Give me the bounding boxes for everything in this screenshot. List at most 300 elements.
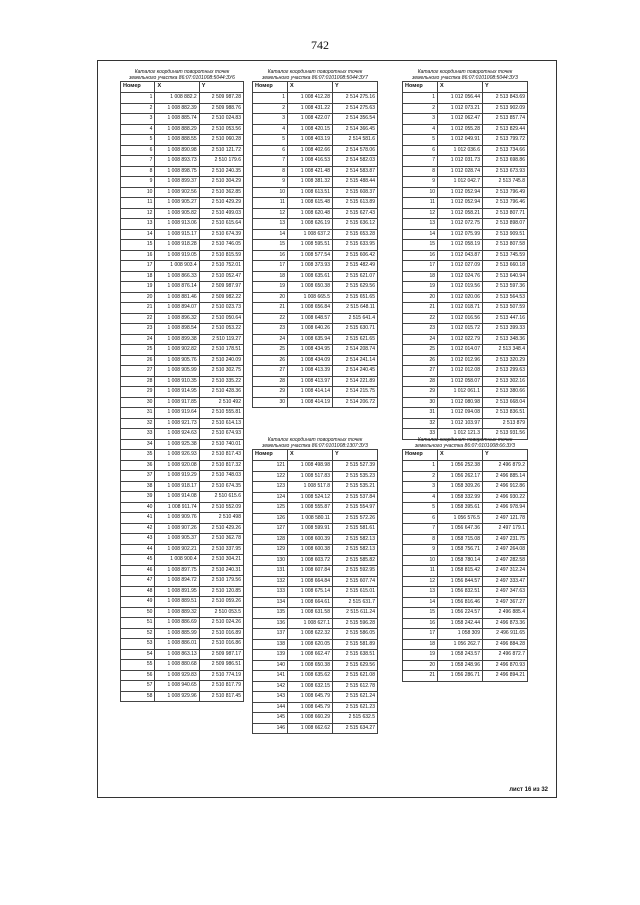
- point-number: 121: [253, 461, 288, 472]
- y-coordinate: 2 515 627.43: [333, 208, 378, 219]
- catalog-table-4: [252, 437, 378, 734]
- y-coordinate: 2 510 024.83: [199, 114, 243, 125]
- table-row: [253, 545, 378, 556]
- y-coordinate: 2 514 582.03: [333, 156, 378, 167]
- x-coordinate: 1 012 052.94: [438, 198, 483, 209]
- x-coordinate: 1 008 498.98: [288, 461, 333, 472]
- header-x: X: [438, 450, 483, 461]
- caption-line-1: Каталог координат поворотных точек: [267, 437, 363, 443]
- x-coordinate: 1 008 635.62: [288, 671, 333, 682]
- y-coordinate: 2 515 630.71: [333, 324, 378, 335]
- table-row: [253, 461, 378, 472]
- table-row: [121, 282, 244, 293]
- y-coordinate: 2 513 734.66: [483, 145, 528, 156]
- table-row: [121, 565, 244, 576]
- y-coordinate: 2 496 870.93: [483, 660, 528, 671]
- table-row: [121, 114, 244, 125]
- table-row: [403, 387, 528, 398]
- x-coordinate: 1 008 919.05: [155, 250, 199, 261]
- y-coordinate: 2 496 911.65: [483, 629, 528, 640]
- y-coordinate: 2 515 621.23: [333, 702, 378, 713]
- point-number: 18: [403, 639, 438, 650]
- x-coordinate: 1 008 635.61: [288, 271, 333, 282]
- y-coordinate: 2 515 632.5: [333, 713, 378, 724]
- y-coordinate: 2 513 640.94: [483, 271, 528, 282]
- x-coordinate: 1 008 881.46: [155, 292, 199, 303]
- y-coordinate: 2 514 241.14: [333, 355, 378, 366]
- table-row: [403, 261, 528, 272]
- x-coordinate: 1 012 027.09: [438, 261, 483, 272]
- table-row: [121, 208, 244, 219]
- point-number: 4: [403, 124, 438, 135]
- point-number: 12: [253, 208, 288, 219]
- y-coordinate: 2 510 060.28: [199, 135, 243, 146]
- table-row: [403, 282, 528, 293]
- x-coordinate: 1 008 913.06: [155, 219, 199, 230]
- table-row: [121, 471, 244, 482]
- x-coordinate: 1 008 607.84: [288, 566, 333, 577]
- x-coordinate: 1 008 645.79: [288, 692, 333, 703]
- y-coordinate: 2 497 333.47: [483, 576, 528, 587]
- point-number: 27: [403, 366, 438, 377]
- table-row: [121, 628, 244, 639]
- table-row: [121, 198, 244, 209]
- table-row: [253, 219, 378, 230]
- point-number: 29: [121, 387, 155, 398]
- x-coordinate: 1 056 816.46: [438, 597, 483, 608]
- y-coordinate: 2 496 885.4: [483, 608, 528, 619]
- y-coordinate: 2 515 621.08: [333, 671, 378, 682]
- y-coordinate: 2 514 275.63: [333, 103, 378, 114]
- table-row: [253, 145, 378, 156]
- x-coordinate: 1 008 902.21: [155, 544, 199, 555]
- x-coordinate: 1 008 898.54: [155, 324, 199, 335]
- x-coordinate: 1 012 028.74: [438, 166, 483, 177]
- y-coordinate: 2 513 799.72: [483, 135, 528, 146]
- table-row: [121, 156, 244, 167]
- x-coordinate: 1 008 902.82: [155, 345, 199, 356]
- x-coordinate: 1 008 909.76: [155, 513, 199, 524]
- y-coordinate: 2 515 641.4: [333, 313, 378, 324]
- table-row: [121, 639, 244, 650]
- point-number: 14: [403, 229, 438, 240]
- x-coordinate: 1 008 603.72: [288, 555, 333, 566]
- y-coordinate: 2 515 535.21: [333, 482, 378, 493]
- point-number: 123: [253, 482, 288, 493]
- table-row: [403, 135, 528, 146]
- x-coordinate: 1 012 073.21: [438, 103, 483, 114]
- point-number: 130: [253, 555, 288, 566]
- table-row: [121, 586, 244, 597]
- table-row: [253, 566, 378, 577]
- y-coordinate: 2 510 752.01: [199, 261, 243, 272]
- point-number: 58: [121, 691, 155, 702]
- y-coordinate: 2 515 582.13: [333, 545, 378, 556]
- x-coordinate: 1 008 416.53: [288, 156, 333, 167]
- point-number: 22: [403, 313, 438, 324]
- y-coordinate: 2 514 581.6: [333, 135, 378, 146]
- table-row: [403, 555, 528, 566]
- x-coordinate: 1 012 058.21: [438, 208, 483, 219]
- y-coordinate: 2 510 304.21: [199, 555, 243, 566]
- x-coordinate: 1 008 662.47: [288, 650, 333, 661]
- x-coordinate: 1 008 918.28: [155, 240, 199, 251]
- x-coordinate: 1 008 899.37: [155, 177, 199, 188]
- table-row: [121, 502, 244, 513]
- table-row: [253, 387, 378, 398]
- table-row: [121, 513, 244, 524]
- x-coordinate: 1 008 894.07: [155, 303, 199, 314]
- point-number: 129: [253, 545, 288, 556]
- y-coordinate: 2 515 482.49: [333, 261, 378, 272]
- x-coordinate: 1 008 880.68: [155, 660, 199, 671]
- point-number: 21: [121, 303, 155, 314]
- x-coordinate: 1 008 905.27: [155, 198, 199, 209]
- point-number: 16: [253, 250, 288, 261]
- point-number: 127: [253, 524, 288, 535]
- y-coordinate: 2 513 807.71: [483, 208, 528, 219]
- y-coordinate: 2 515 537.84: [333, 492, 378, 503]
- caption-line-2: земельного участка 86:07:0101008:5044:ЗУ6: [129, 75, 235, 81]
- y-coordinate: 2 497 367.27: [483, 597, 528, 608]
- point-number: 14: [121, 229, 155, 240]
- x-coordinate: 1 008 640.26: [288, 324, 333, 335]
- point-number: 56: [121, 670, 155, 681]
- coordinates-table: [402, 81, 528, 440]
- point-number: 26: [403, 355, 438, 366]
- point-number: 41: [121, 513, 155, 524]
- y-coordinate: 2 515 615.01: [333, 587, 378, 598]
- point-number: 137: [253, 629, 288, 640]
- point-number: 54: [121, 649, 155, 660]
- table-row: [403, 618, 528, 629]
- x-coordinate: 1 058 243.57: [438, 650, 483, 661]
- point-number: 24: [121, 334, 155, 345]
- point-number: 122: [253, 471, 288, 482]
- point-number: 45: [121, 555, 155, 566]
- table-row: [253, 282, 378, 293]
- point-number: 16: [403, 250, 438, 261]
- y-coordinate: 2 515 621.24: [333, 692, 378, 703]
- x-coordinate: 1 008 890.98: [155, 145, 199, 156]
- point-number: 15: [403, 608, 438, 619]
- y-coordinate: 2 510 053.56: [199, 124, 243, 135]
- table-row: [121, 303, 244, 314]
- point-number: 31: [403, 408, 438, 419]
- y-coordinate: 2 515 527.39: [333, 461, 378, 472]
- table-row: [253, 534, 378, 545]
- table-row: [253, 397, 378, 408]
- table-row: [121, 660, 244, 671]
- caption-line-2: земельного участка 86:07:0101008:1307:ЗУ3: [262, 443, 368, 449]
- point-number: 28: [403, 376, 438, 387]
- point-number: 51: [121, 618, 155, 629]
- table-row: [121, 649, 244, 660]
- x-coordinate: 1 008 863.13: [155, 649, 199, 660]
- table-row: [253, 177, 378, 188]
- point-number: 25: [403, 345, 438, 356]
- x-coordinate: 1 012 062.47: [438, 114, 483, 125]
- point-number: 6: [253, 145, 288, 156]
- table-row: [403, 534, 528, 545]
- table-row: [121, 292, 244, 303]
- point-number: 146: [253, 723, 288, 734]
- x-coordinate: 1 008 662.62: [288, 723, 333, 734]
- point-number: 43: [121, 534, 155, 545]
- point-number: 52: [121, 628, 155, 639]
- coordinates-table: [120, 81, 244, 702]
- x-coordinate: 1 008 907.26: [155, 523, 199, 534]
- y-coordinate: 2 496 884.28: [483, 639, 528, 650]
- table-row: [253, 208, 378, 219]
- table-row: [403, 376, 528, 387]
- table-row: [253, 513, 378, 524]
- table-row: [403, 187, 528, 198]
- y-coordinate: 2 513 829.44: [483, 124, 528, 135]
- table-row: [121, 376, 244, 387]
- x-coordinate: 1 008 929.83: [155, 670, 199, 681]
- x-coordinate: 1 056 844.57: [438, 576, 483, 587]
- table-row: [253, 103, 378, 114]
- point-number: 6: [403, 145, 438, 156]
- table-row: [403, 566, 528, 577]
- y-coordinate: 2 513 898.07: [483, 219, 528, 230]
- y-coordinate: 2 510 555.81: [199, 408, 243, 419]
- table-row: [403, 313, 528, 324]
- point-number: 9: [403, 545, 438, 556]
- point-number: 42: [121, 523, 155, 534]
- table-row: [121, 250, 244, 261]
- x-coordinate: 1 008 373.93: [288, 261, 333, 272]
- point-number: 7: [403, 524, 438, 535]
- header-row: [121, 82, 244, 93]
- x-coordinate: 1 008 898.75: [155, 166, 199, 177]
- y-coordinate: 2 513 673.93: [483, 166, 528, 177]
- x-coordinate: 1 008 665.5: [288, 292, 333, 303]
- x-coordinate: 1 008 915.17: [155, 229, 199, 240]
- point-number: 16: [403, 618, 438, 629]
- point-number: 28: [253, 376, 288, 387]
- catalog-table-2: [252, 69, 378, 408]
- table-row: [403, 461, 528, 472]
- x-coordinate: 1 008 889.32: [155, 607, 199, 618]
- y-coordinate: 2 497 282.58: [483, 555, 528, 566]
- table-row: [121, 544, 244, 555]
- table-row: [403, 597, 528, 608]
- header-y: Y: [483, 82, 528, 93]
- point-number: 37: [121, 471, 155, 482]
- point-number: 14: [253, 229, 288, 240]
- y-coordinate: 2 513 302.16: [483, 376, 528, 387]
- point-number: 2: [253, 103, 288, 114]
- y-coordinate: 2 515 581.61: [333, 524, 378, 535]
- table-row: [121, 429, 244, 440]
- point-number: 32: [121, 418, 155, 429]
- point-number: 18: [121, 271, 155, 282]
- y-coordinate: 2 509 987.97: [199, 282, 243, 293]
- x-coordinate: 1 008 888.55: [155, 135, 199, 146]
- x-coordinate: 1 008 917.85: [155, 397, 199, 408]
- coordinates-table: [402, 449, 528, 682]
- point-number: 10: [121, 187, 155, 198]
- point-number: 13: [403, 219, 438, 230]
- x-coordinate: 1 008 650.38: [288, 282, 333, 293]
- x-coordinate: 1 008 600.39: [288, 534, 333, 545]
- x-coordinate: 1 012 012.08: [438, 366, 483, 377]
- table-row: [121, 492, 244, 503]
- x-coordinate: 1 056 252.38: [438, 461, 483, 472]
- table-row: [121, 607, 244, 618]
- table-row: [253, 135, 378, 146]
- y-coordinate: 2 510 674.39: [199, 229, 243, 240]
- point-number: 15: [121, 240, 155, 251]
- point-number: 10: [403, 187, 438, 198]
- table-row: [403, 271, 528, 282]
- table-row: [403, 324, 528, 335]
- point-number: 17: [403, 629, 438, 640]
- point-number: 143: [253, 692, 288, 703]
- table-row: [121, 397, 244, 408]
- x-coordinate: 1 008 600.38: [288, 545, 333, 556]
- y-coordinate: 2 515 535.23: [333, 471, 378, 482]
- x-coordinate: 1 008 631.58: [288, 608, 333, 619]
- table-row: [121, 576, 244, 587]
- x-coordinate: 1 058 309.26: [438, 482, 483, 493]
- x-coordinate: 1 008 905.82: [155, 208, 199, 219]
- point-number: 5: [121, 135, 155, 146]
- y-coordinate: 2 497 312.24: [483, 566, 528, 577]
- y-coordinate: 2 515 592.95: [333, 566, 378, 577]
- point-number: 19: [253, 282, 288, 293]
- point-number: 2: [121, 103, 155, 114]
- y-coordinate: 2 510 748.03: [199, 471, 243, 482]
- point-number: 7: [121, 156, 155, 167]
- catalog-caption: [252, 69, 378, 81]
- point-number: 25: [253, 345, 288, 356]
- y-coordinate: 2 510 178.51: [199, 345, 243, 356]
- y-coordinate: 2 513 931.56: [483, 429, 528, 440]
- y-coordinate: 2 514 578.06: [333, 145, 378, 156]
- y-coordinate: 2 513 447.16: [483, 313, 528, 324]
- point-number: 35: [121, 450, 155, 461]
- x-coordinate: 1 008 648.57: [288, 313, 333, 324]
- table-row: [253, 482, 378, 493]
- point-number: 21: [403, 303, 438, 314]
- table-row: [121, 166, 244, 177]
- point-number: 8: [253, 166, 288, 177]
- point-number: 14: [403, 597, 438, 608]
- x-coordinate: 1 012 061.1: [438, 387, 483, 398]
- table-row: [253, 639, 378, 650]
- table-row: [253, 250, 378, 261]
- point-number: 12: [121, 208, 155, 219]
- point-number: 29: [253, 387, 288, 398]
- header-y: Y: [483, 450, 528, 461]
- x-coordinate: 1 008 921.73: [155, 418, 199, 429]
- x-coordinate: 1 058 242.44: [438, 618, 483, 629]
- x-coordinate: 1 008 900.4: [155, 555, 199, 566]
- point-number: 4: [121, 124, 155, 135]
- x-coordinate: 1 008 891.95: [155, 586, 199, 597]
- point-number: 15: [403, 240, 438, 251]
- x-coordinate: 1 008 925.38: [155, 439, 199, 450]
- catalog-table-5: [402, 437, 528, 682]
- x-coordinate: 1 008 555.87: [288, 503, 333, 514]
- header-y: Y: [199, 82, 243, 93]
- table-row: [121, 681, 244, 692]
- table-row: [403, 145, 528, 156]
- y-coordinate: 2 510 179.56: [199, 576, 243, 587]
- header-row: [403, 82, 528, 93]
- x-coordinate: 1 012 121.3: [438, 429, 483, 440]
- point-number: 50: [121, 607, 155, 618]
- y-coordinate: 2 515 611.24: [333, 608, 378, 619]
- y-coordinate: 2 514 583.87: [333, 166, 378, 177]
- y-coordinate: 2 510 053.5: [199, 607, 243, 618]
- x-coordinate: 1 008 645.79: [288, 702, 333, 713]
- coordinates-table: [252, 81, 378, 408]
- y-coordinate: 2 515 554.97: [333, 503, 378, 514]
- x-coordinate: 1 012 049.91: [438, 135, 483, 146]
- table-row: [403, 334, 528, 345]
- x-coordinate: 1 008 637.2: [288, 229, 333, 240]
- point-number: 17: [253, 261, 288, 272]
- point-number: 5: [403, 503, 438, 514]
- caption-line-1: Каталог координат поворотных точек: [417, 69, 513, 75]
- x-coordinate: 1 008 413.97: [288, 376, 333, 387]
- table-row: [253, 166, 378, 177]
- table-row: [121, 135, 244, 146]
- point-number: 26: [253, 355, 288, 366]
- point-number: 26: [121, 355, 155, 366]
- point-number: 25: [121, 345, 155, 356]
- x-coordinate: 1 008 876.14: [155, 282, 199, 293]
- y-coordinate: 2 510 052.47: [199, 271, 243, 282]
- point-number: 7: [403, 156, 438, 167]
- table-row: [253, 492, 378, 503]
- y-coordinate: 2 514 240.45: [333, 366, 378, 377]
- table-row: [121, 460, 244, 471]
- y-coordinate: 2 513 836.51: [483, 408, 528, 419]
- y-coordinate: 2 510 304.29: [199, 177, 243, 188]
- point-number: 12: [403, 208, 438, 219]
- point-number: 1: [121, 93, 155, 104]
- x-coordinate: 1 012 019.56: [438, 282, 483, 293]
- table-row: [253, 723, 378, 734]
- table-row: [403, 503, 528, 514]
- x-coordinate: 1 008 381.32: [288, 177, 333, 188]
- y-coordinate: 2 496 894.21: [483, 671, 528, 682]
- table-row: [403, 103, 528, 114]
- y-coordinate: 2 515 648.11: [333, 303, 378, 314]
- x-coordinate: 1 008 517.8: [288, 482, 333, 493]
- point-number: 27: [253, 366, 288, 377]
- x-coordinate: 1 012 072.75: [438, 219, 483, 230]
- x-coordinate: 1 008 627.1: [288, 618, 333, 629]
- table-row: [121, 481, 244, 492]
- y-coordinate: 2 514 366.45: [333, 124, 378, 135]
- table-row: [253, 471, 378, 482]
- y-coordinate: 2 515 634.27: [333, 723, 378, 734]
- x-coordinate: 1 012 018.71: [438, 303, 483, 314]
- y-coordinate: 2 509 986.51: [199, 660, 243, 671]
- x-coordinate: 1 012 015.72: [438, 324, 483, 335]
- point-number: 17: [403, 261, 438, 272]
- x-coordinate: 1 008 402.66: [288, 145, 333, 156]
- y-coordinate: 2 510 362.78: [199, 534, 243, 545]
- x-coordinate: 1 008 580.11: [288, 513, 333, 524]
- y-coordinate: 2 510 817.43: [199, 450, 243, 461]
